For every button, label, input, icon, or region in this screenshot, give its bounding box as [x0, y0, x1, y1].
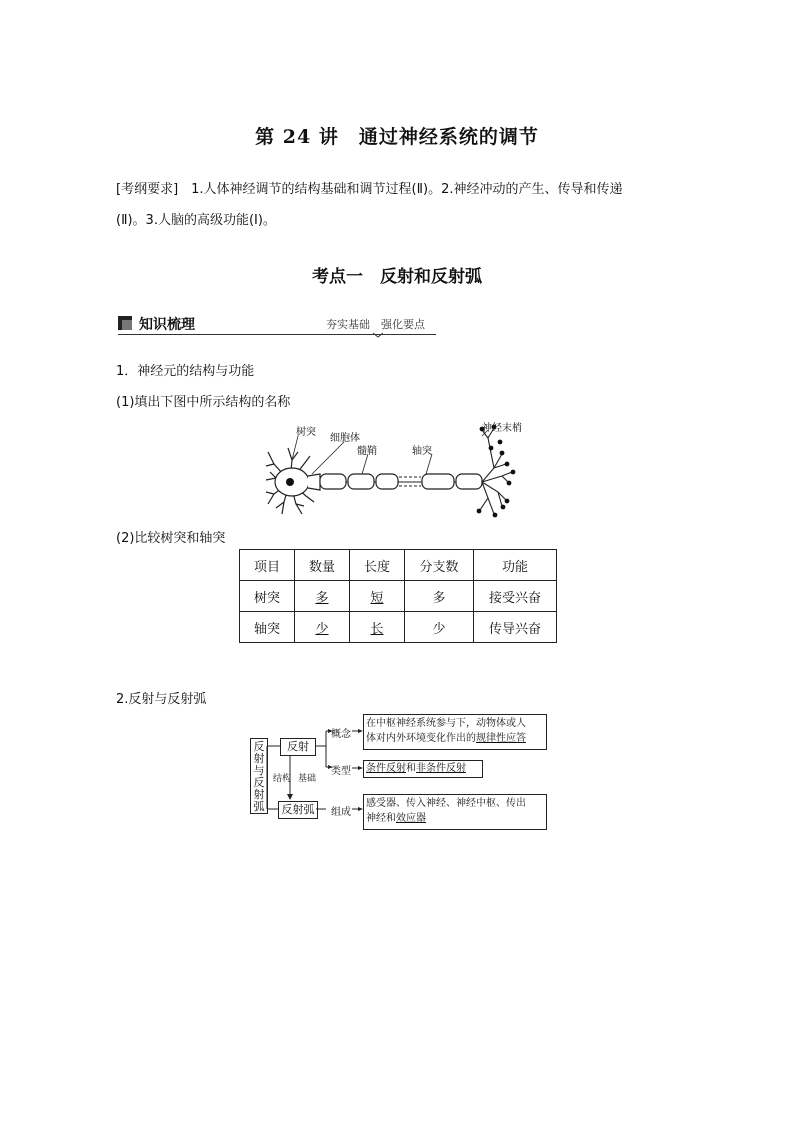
- lesson-title: 第 24 讲 通过神经系统的调节: [255, 126, 539, 148]
- banner-label: 知识梳理: [139, 317, 195, 333]
- table-cell: 传导兴奋: [474, 612, 557, 643]
- comparison-table: [239, 549, 557, 643]
- label-concept: 概念: [331, 729, 351, 740]
- table-header: 项目: [240, 550, 295, 581]
- type-conditional: 条件反射: [366, 763, 406, 774]
- label-jichu: 基础: [298, 774, 317, 784]
- table-cell: 轴突: [240, 612, 295, 643]
- exam-requirements-line1: [考纲要求] 1.人体神经调节的结构基础和调节过程(Ⅱ)。2.神经冲动的产生、传导和传递: [116, 182, 623, 197]
- sec2-heading: 2.反射与反射弧: [116, 692, 207, 707]
- label-jiegou: 结构: [273, 774, 292, 784]
- concept-key-term: 规律性应答: [476, 733, 526, 744]
- label-type: 类型: [331, 766, 351, 777]
- concept-line1: 在中枢神经系统参与下，动物体或人: [366, 718, 526, 729]
- nucleus: [286, 478, 294, 486]
- label-nerve-terminal: 神经末梢: [482, 423, 522, 434]
- label-composition: 组成: [331, 807, 351, 818]
- label-myelin: 髓鞘: [357, 446, 377, 457]
- table-cell: 树突: [240, 581, 295, 612]
- table-header: 分支数: [405, 550, 474, 581]
- table-header: 功能: [474, 550, 557, 581]
- knowledge-banner: [118, 314, 438, 340]
- banner-square-shade: [122, 320, 132, 330]
- sec1-question2: (2)比较树突和轴突: [116, 531, 226, 546]
- type-and: 和: [406, 763, 416, 774]
- table-cell: 少: [295, 612, 350, 643]
- reflex-root-box: 反射与反射弧: [250, 738, 268, 814]
- banner-subtitle: 夯实基础 强化要点: [326, 318, 425, 331]
- table-row: [240, 612, 557, 643]
- label-dendrite: 树突: [296, 427, 316, 438]
- banner-underline: [118, 334, 436, 335]
- table-cell: 长: [350, 612, 405, 643]
- composition-line2: 神经和: [366, 813, 396, 824]
- sec1-question1: (1)填出下图中所示结构的名称: [116, 395, 291, 410]
- table-cell: 多: [405, 581, 474, 612]
- type-unconditional: 非条件反射: [416, 763, 466, 774]
- exam-requirements-line2: (Ⅱ)。3.人脑的高级功能(Ⅰ)。: [116, 213, 276, 228]
- composition-effector: 效应器: [396, 813, 426, 824]
- table-cell: 短: [350, 581, 405, 612]
- section-title: 考点一 反射和反射弧: [312, 267, 482, 287]
- reflex-box: 反射: [280, 738, 316, 756]
- label-axon: 轴突: [412, 446, 432, 457]
- type-box: [363, 760, 483, 778]
- concept-box: [363, 714, 547, 750]
- table-row: [240, 581, 557, 612]
- table-header: 长度: [350, 550, 405, 581]
- sec1-heading: 1．神经元的结构与功能: [116, 364, 255, 379]
- table-header: 数量: [295, 550, 350, 581]
- label-cell-body: 细胞体: [330, 433, 360, 444]
- table-header-row: [240, 550, 557, 581]
- reflex-arc-box: 反射弧: [278, 801, 318, 819]
- table-cell: 少: [405, 612, 474, 643]
- composition-line1: 感受器、传入神经、神经中枢、传出: [366, 798, 526, 809]
- table-cell: 多: [295, 581, 350, 612]
- banner-notch-icon: [373, 332, 383, 338]
- concept-line2: 体对内外环境变化作出的: [366, 733, 476, 744]
- table-cell: 接受兴奋: [474, 581, 557, 612]
- composition-box: [363, 794, 547, 830]
